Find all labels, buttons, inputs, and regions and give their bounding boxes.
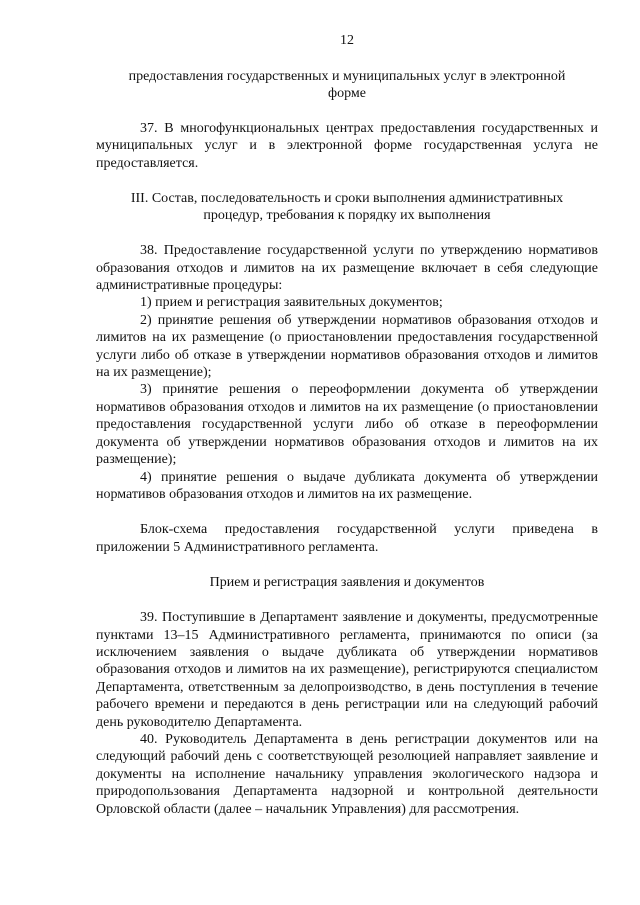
procedure-item-1: 1) прием и регистрация заявительных документов;	[140, 295, 443, 311]
section-3-title-line-1: III. Состав, последовательность и сроки выполнения административных	[130, 191, 564, 207]
paragraph-40: 40. Руководитель Департамента в день регистрации документов или на следующий рабочий день с соответствующей резолюцией направляет заявление и документы на исполнение начальнику управления экологического надзора и природопользования Департамента надзорной и контрольной деятельности Орловской области (далее – начальник Управления) для рассмотрения.	[96, 731, 598, 817]
subsection-title: Прием и регистрация заявления и документов	[209, 575, 485, 591]
procedure-item-4: 4) принятие решения о выдаче дубликата документа об утверждении нормативов образования отходов и лимитов на их размещение.	[96, 469, 598, 502]
paragraph-block-scheme: Блок-схема предоставления государственной услуги приведена в приложении 5 Административного регламента.	[96, 522, 598, 555]
procedure-item-2: 2) принятие решения об утверждении нормативов образования отходов и лимитов на их размещение (о приостановлении предоставления государственной услуги либо об отказе в утверждении нормативов образования отходов и лимитов на их размещение);	[96, 312, 598, 381]
procedure-item-3: 3) принятие решения о переоформлении документа об утверждении нормативов образования отходов и лимитов на их размещение (о приостановлении предоставления государственной услуги либо об отказе в переоформлении документа об утверждении нормативов образования отходов и лимитов на их размещение);	[96, 382, 598, 468]
page-number: 12	[340, 33, 354, 48]
section-3-title-line-2: процедур, требования к порядку их выполнения	[203, 208, 491, 224]
section-heading-line-2: форме	[328, 86, 366, 101]
paragraph-39: 39. Поступившие в Департамент заявление и документы, предусмотренные пунктами 13–15 Административного регламента, принимаются по описи (за исключением заявления о выдаче дубликата об утверждении нормативов образования отходов и лимитов на их размещение), регистрируются специалистом Департамента, ответственным за делопроизводство, в день поступления в течение рабочего времени и передаются в день регистрации или на следующий рабочий день руководителю Департамента.	[96, 610, 598, 730]
paragraph-38: 38. Предоставление государственной услуги по утверждению нормативов образования отходов и лимитов на их размещение включает в себя следующие административные процедуры:	[96, 243, 598, 294]
paragraph-37: 37. В многофункциональных центрах предоставления государственных и муниципальных услуг и в электронной форме государственная услуга не предоставляется.	[96, 121, 598, 171]
section-heading-line-1: предоставления государственных и муниципальных услуг в электронной	[128, 69, 566, 84]
